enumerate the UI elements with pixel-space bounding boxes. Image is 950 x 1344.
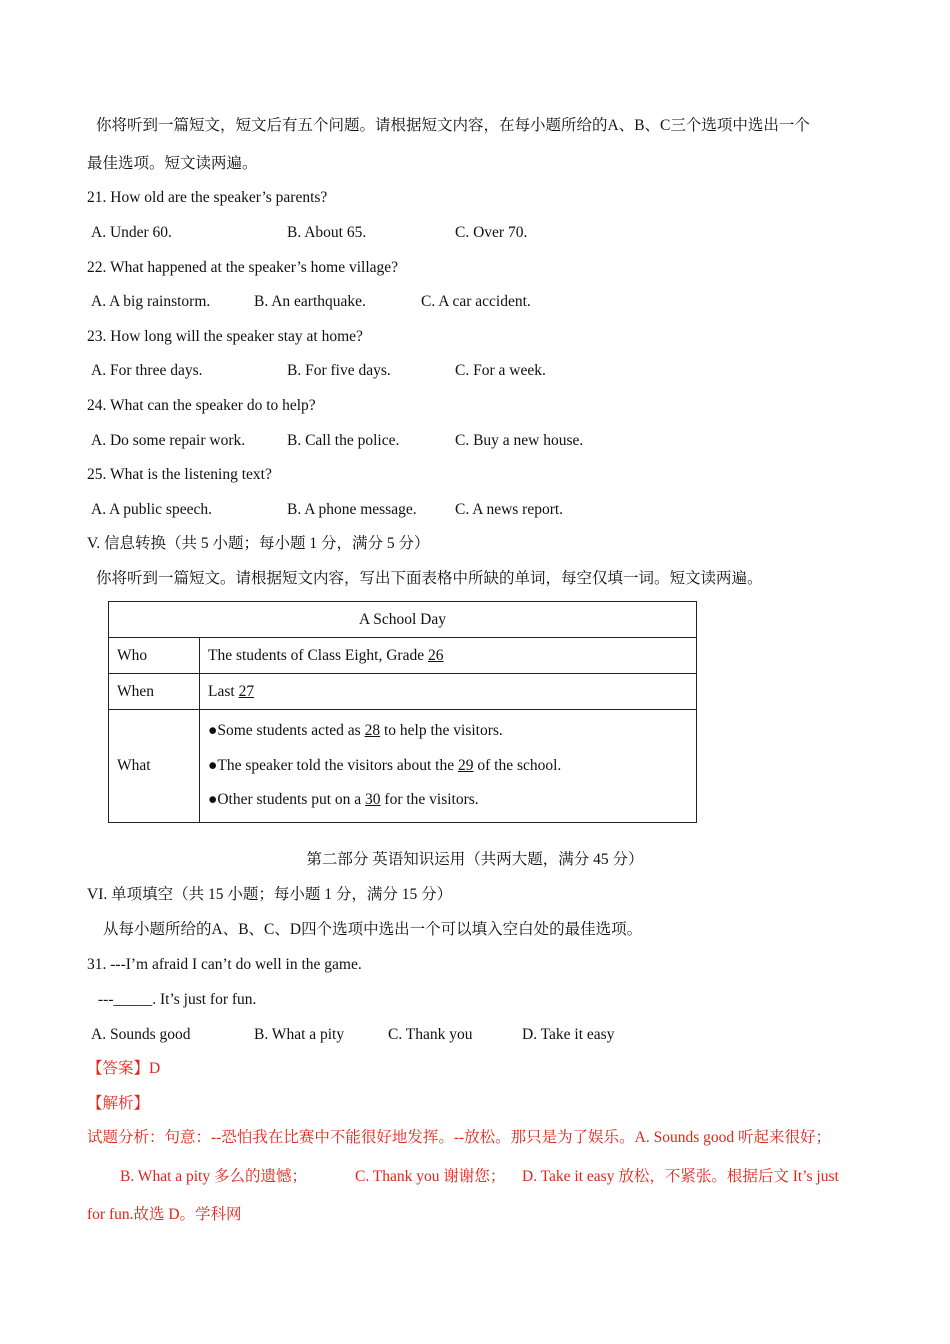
what-item-2 (208, 749, 688, 784)
analysis-line-1: 试题分析：句意：--恐怕我在比赛中不能很好地发挥。--放松。那只是为了娱乐。A. Sounds good 听起来很好； (87, 1129, 831, 1146)
blank-28: 28 (364, 722, 381, 740)
table-title: A School Day (109, 602, 697, 638)
what3-post: for the visitors. (384, 791, 479, 809)
question-23: 23. How long will the speaker stay at home? (87, 328, 363, 345)
q22-option-b: B. An earthquake. (254, 293, 366, 310)
analysis-line-2a: B. What a pity 多么的遗憾； (120, 1168, 307, 1185)
q22-option-c: C. A car accident. (421, 293, 531, 310)
q23-option-b: B. For five days. (287, 362, 391, 379)
answer-line: 【答案】D (87, 1060, 161, 1077)
q31-option-d: D. Take it easy (522, 1026, 615, 1043)
question-21: 21. How old are the speaker’s parents? (87, 189, 328, 206)
listening-instruction-line2: 最佳选项。短文读两遍。 (87, 155, 258, 172)
what-cell (200, 710, 697, 823)
section-5-title: V. 信息转换（共 5 小题；每小题 1 分，满分 5 分） (87, 535, 430, 552)
who-label: Who (109, 638, 200, 674)
q25-option-b: B. A phone message. (287, 501, 417, 518)
q23-option-c: C. For a week. (455, 362, 546, 379)
question-24: 24. What can the speaker do to help? (87, 397, 316, 414)
when-cell (200, 674, 697, 710)
question-25: 25. What is the listening text? (87, 466, 272, 483)
q31-option-c: C. Thank you (388, 1026, 473, 1043)
info-table (108, 601, 697, 823)
q24-option-a: A. Do some repair work. (91, 432, 246, 449)
what1-post: to help the visitors. (383, 722, 503, 740)
q31-option-a: A. Sounds good (91, 1026, 191, 1043)
who-cell (200, 638, 697, 674)
question-31-line2: ---_____. It’s just for fun. (98, 991, 257, 1008)
q24-option-c: C. Buy a new house. (455, 432, 584, 449)
q23-option-a: A. For three days. (91, 362, 203, 379)
what3-pre: ●Other students put on a (208, 791, 362, 809)
blank-27: 27 (238, 682, 255, 700)
q25-option-c: C. A news report. (455, 501, 564, 518)
what-item-1 (208, 714, 688, 749)
blank-26: 26 (427, 646, 444, 664)
analysis-line-3: for fun.故选 D。学科网 (87, 1206, 242, 1223)
q21-option-a: A. Under 60. (91, 224, 172, 241)
what2-post: of the school. (477, 756, 562, 774)
what-label: What (109, 710, 200, 823)
q21-option-c: C. Over 70. (455, 224, 528, 241)
blank-30: 30 (365, 791, 381, 809)
q25-option-a: A. A public speech. (91, 501, 212, 518)
when-label: When (109, 674, 200, 710)
q21-option-b: B. About 65. (287, 224, 367, 241)
analysis-line-2c: D. Take it easy 放松，不紧张。根据后文 It’s just (522, 1168, 839, 1185)
q31-option-b: B. What a pity (254, 1026, 345, 1043)
part-2-title: 第二部分 英语知识运用（共两大题，满分 45 分） (306, 851, 644, 868)
analysis-line-2b: C. Thank you 谢谢您； (355, 1168, 506, 1185)
analysis-title: 【解析】 (87, 1095, 150, 1112)
section-6-title: VI. 单项填空（共 15 小题；每小题 1 分，满分 15 分） (87, 886, 453, 903)
question-31-line1: 31. ---I’m afraid I can’t do well in the game. (87, 956, 362, 973)
what1-pre: ●Some students acted as (208, 722, 361, 740)
what2-pre: ●The speaker told the visitors about the (208, 756, 455, 774)
when-text: Last (208, 682, 235, 700)
blank-29: 29 (457, 756, 474, 774)
what-item-3 (208, 783, 688, 818)
q22-option-a: A. A big rainstorm. (91, 293, 211, 310)
q24-option-b: B. Call the police. (287, 432, 400, 449)
who-text: The students of Class Eight, Grade (208, 646, 425, 664)
listening-instruction-line1: 你将听到一篇短文，短文后有五个问题。请根据短文内容，在每小题所给的A、B、C三个选项中选出一个 (96, 117, 810, 134)
question-22: 22. What happened at the speaker’s home village? (87, 259, 399, 276)
section-5-instruction: 你将听到一篇短文。请根据短文内容，写出下面表格中所缺的单词，每空仅填一词。短文读两遍。 (96, 570, 763, 587)
section-6-instruction: 从每小题所给的A、B、C、D四个选项中选出一个可以填入空白处的最佳选项。 (103, 921, 643, 938)
